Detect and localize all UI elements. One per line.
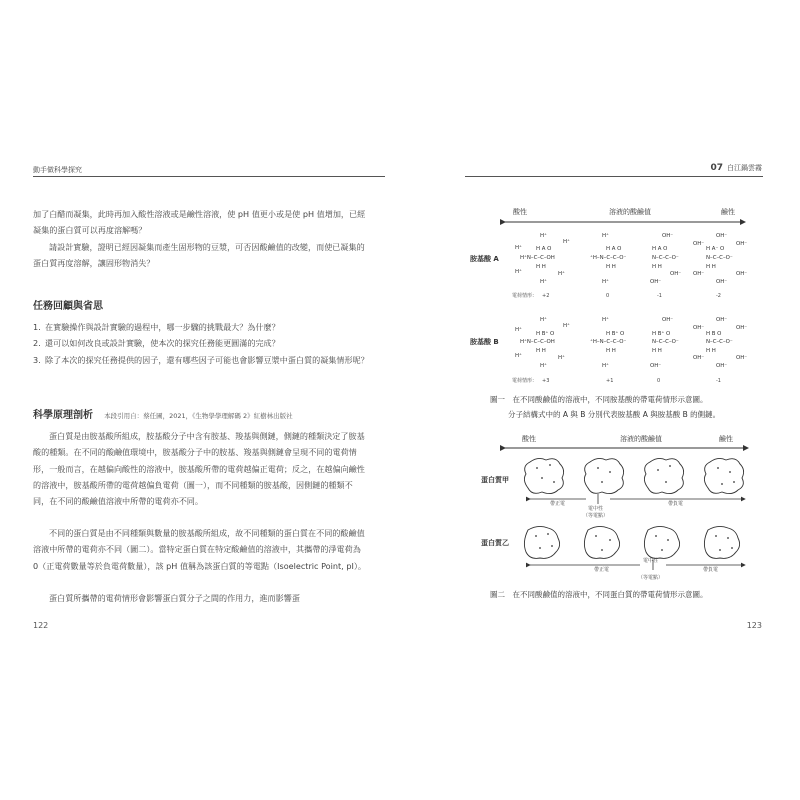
svg-text:OH⁻: OH⁻: [736, 325, 748, 331]
section-heading: 科學原理剖析: [33, 410, 93, 421]
charge-value: +1: [606, 378, 614, 384]
svg-text:H B⁺ O: H B⁺ O: [606, 331, 625, 337]
isoelectric-label: （等電點）: [638, 575, 664, 581]
header-rule: [465, 176, 763, 177]
neutral-label: 電中性: [643, 558, 659, 564]
svg-text:H⁺: H⁺: [515, 327, 522, 333]
svg-text:OH⁻: OH⁻: [716, 363, 728, 369]
svg-text:H⁺: H⁺: [563, 323, 570, 329]
figure-one-caption: 圖一 在不同酸鹼值的溶液中，不同胺基酸的帶電荷情形示意圖。 分子結構式中的 A 與 B 分別代表胺基酸 A 與胺基酸 B 的側鏈。: [490, 395, 721, 419]
axis-acid-label: 酸性: [522, 435, 536, 443]
svg-text:H H: H H: [652, 348, 662, 354]
svg-text:H B⁺ O: H B⁺ O: [652, 331, 671, 337]
list-item: 3. 除了本次的探究任務提供的因子，還有哪些因子可能也會影響豆漿中蛋白質的凝集情形呢？: [33, 354, 369, 365]
svg-text:H H: H H: [606, 348, 616, 354]
svg-text:⁺H–N–C–C–O⁻: ⁺H–N–C–C–O⁻: [590, 255, 627, 261]
svg-text:H⁺: H⁺: [540, 317, 547, 323]
page-number: 123: [746, 621, 762, 630]
svg-text:⁺H–N–C–C–O⁻: ⁺H–N–C–C–O⁻: [590, 339, 627, 345]
svg-text:N–C–C–O⁻: N–C–C–O⁻: [652, 255, 679, 261]
svg-text:H B O: H B O: [706, 331, 722, 337]
figure-two-caption: 圖二 在不同酸鹼值的溶液中，不同蛋白質的帶電荷情形示意圖。: [490, 590, 708, 599]
charge-value: 0: [657, 378, 661, 384]
positive-label: 帶正電: [594, 567, 610, 573]
charge-value: +2: [542, 293, 550, 299]
svg-text:H⁺: H⁺: [602, 363, 609, 369]
svg-text:H A O: H A O: [536, 246, 552, 252]
paragraph: 蛋白質是由胺基酸所組成，胺基酸分子中含有胺基、羧基與側鏈，側鏈的種類決定了胺基酸的種類。在不同的酸鹼值環境中，胺基酸分子中的胺基、羧基與側鏈會呈現不同的電荷情形，一般而言，在越偏向酸性的溶液中，胺基酸所帶的電荷越偏正電荷；反之，在越偏向鹼性的溶液中，胺基酸所帶的電荷越偏負電荷（圖一），而不同種類的胺基酸，因側鏈的種類不同，在不同的酸鹼值溶液中所帶的電荷亦不同。: [33, 431, 365, 507]
svg-text:H H: H H: [652, 264, 662, 270]
svg-text:H⁺N–C–C–OH: H⁺N–C–C–OH: [520, 339, 555, 345]
svg-text:OH⁻: OH⁻: [736, 355, 748, 361]
svg-text:OH⁻: OH⁻: [716, 317, 728, 323]
svg-text:H⁺: H⁺: [602, 233, 609, 239]
charge-value: -2: [716, 293, 721, 299]
svg-text:H H: H H: [706, 264, 716, 270]
svg-text:OH⁻: OH⁻: [736, 241, 748, 247]
svg-text:OH⁻: OH⁻: [693, 271, 705, 277]
svg-text:H⁺: H⁺: [558, 355, 565, 361]
right-page: [400, 0, 800, 800]
molecule-structures-b: [515, 316, 747, 369]
svg-text:H B⁺ O: H B⁺ O: [536, 331, 555, 337]
svg-text:OH⁻: OH⁻: [693, 241, 705, 247]
negative-label: 帶負電: [703, 567, 719, 573]
header-rule: [33, 176, 385, 177]
svg-text:H⁺: H⁺: [540, 363, 547, 369]
svg-text:OH⁻: OH⁻: [736, 271, 748, 277]
charge-label: 電荷情形：: [512, 293, 538, 299]
svg-text:H⁺: H⁺: [515, 269, 522, 275]
svg-text:OH⁻: OH⁻: [670, 271, 682, 277]
svg-text:N–C–C–O⁻: N–C–C–O⁻: [652, 339, 679, 345]
paragraph: 蛋白質所攜帶的電荷情形會影響蛋白質分子之間的作用力，進而影響蛋: [49, 593, 300, 603]
svg-text:N–C–C–O⁻: N–C–C–O⁻: [706, 339, 733, 345]
source-citation: 本段引用自：蔡任圃，2021，《生物學學理解碼 2》紅樹林出版社: [104, 412, 293, 420]
svg-text:OH⁻: OH⁻: [693, 355, 705, 361]
positive-label: 帶正電: [550, 501, 566, 507]
molecule-structures-a: [515, 232, 747, 285]
svg-text:OH⁻: OH⁻: [650, 279, 662, 285]
running-header: 07 白江鍋雲霧: [710, 163, 762, 173]
svg-text:H⁺: H⁺: [515, 245, 522, 251]
charge-value: -1: [716, 378, 721, 384]
svg-text:H⁺: H⁺: [602, 317, 609, 323]
charge-value: +3: [542, 378, 550, 384]
axis-base-label: 鹼性: [721, 208, 735, 216]
principle-heading-row: [33, 403, 378, 422]
svg-text:H H: H H: [606, 264, 616, 270]
charge-dots-b: [535, 533, 733, 551]
axis-mid-label: 溶液的酸鹼值: [620, 435, 662, 443]
axis-base-label: 鹼性: [719, 435, 733, 443]
neutral-label: 電中性: [588, 506, 604, 512]
protein-a-blobs: [524, 458, 743, 493]
svg-text:OH⁻: OH⁻: [716, 233, 728, 239]
page-number: 122: [33, 621, 49, 630]
protein-b-blobs: [524, 526, 739, 558]
svg-text:H⁺N–C–C–OH: H⁺N–C–C–OH: [520, 255, 555, 261]
svg-text:OH⁻: OH⁻: [650, 363, 662, 369]
row-b-label: 胺基酸 B: [470, 338, 499, 346]
svg-text:N–C–C–O⁻: N–C–C–O⁻: [706, 255, 733, 261]
svg-text:OH⁻: OH⁻: [693, 325, 705, 331]
isoelectric-label: （等電點）: [583, 513, 609, 519]
row-a-label: 胺基酸 A: [470, 255, 499, 263]
svg-text:H⁺: H⁺: [558, 271, 565, 277]
section-heading: 任務回顧與省思: [33, 301, 103, 312]
svg-text:OH⁻: OH⁻: [716, 279, 728, 285]
svg-text:OH⁻: OH⁻: [662, 317, 674, 323]
list-item: 2. 還可以如何改良或設計實驗，使本次的探究任務能更圓滿的完成？: [33, 338, 280, 349]
question-list: [33, 319, 371, 368]
charge-value: -1: [657, 293, 662, 299]
charge-value: 0: [606, 293, 610, 299]
figure-two: [400, 432, 800, 584]
axis-mid-label: 溶液的酸鹼值: [609, 208, 651, 216]
running-header: 動手做科學探究: [33, 166, 82, 174]
svg-text:H A O: H A O: [606, 246, 622, 252]
negative-label: 帶負電: [668, 501, 684, 507]
svg-text:OH⁻: OH⁻: [662, 233, 674, 239]
svg-text:H H: H H: [536, 348, 546, 354]
svg-text:H A O: H A O: [652, 246, 668, 252]
paragraph: 不同的蛋白質是由不同種類與數量的胺基酸所組成，故不同種類的蛋白質在不同的酸鹼值溶液中所帶的電荷亦不同（圖二）。當特定蛋白質在特定酸鹼值的溶液中，其攜帶的淨電荷為 0（正電荷數量等於負電荷數量），該 pH 值稱為該蛋白質的等電點（Isoelectric Point, pI）。: [33, 528, 366, 571]
svg-text:H⁺: H⁺: [563, 239, 570, 245]
paragraph: 請設計實驗，證明已經因凝集而產生固形物的豆漿，可否因酸鹼值的改變，而使已凝集的蛋白質再度溶解，讓固形物消失？: [33, 242, 365, 269]
axis-acid-label: 酸性: [513, 208, 527, 216]
protein-a-label: 蛋白質甲: [481, 476, 509, 484]
figure-one-row-b: [400, 315, 800, 390]
svg-text:H⁺: H⁺: [540, 279, 547, 285]
svg-text:H⁺: H⁺: [540, 233, 547, 239]
list-item: 1. 在實驗操作與設計實驗的過程中，哪一步驟的挑戰最大？為什麼？: [33, 322, 280, 332]
svg-text:H H: H H: [536, 264, 546, 270]
svg-text:H A⁻ O: H A⁻ O: [706, 246, 725, 252]
svg-text:H⁺: H⁺: [602, 279, 609, 285]
svg-text:H⁺: H⁺: [515, 353, 522, 359]
charge-label: 電荷情形：: [512, 378, 538, 384]
protein-b-label: 蛋白質乙: [481, 539, 509, 547]
svg-text:H H: H H: [706, 348, 716, 354]
paragraph: 加了白醋而凝集，此時再加入酸性溶液或是鹼性溶液，使 pH 值更小或是使 pH 值增加，已經凝集的蛋白質可以再度溶解嗎？: [33, 209, 366, 236]
